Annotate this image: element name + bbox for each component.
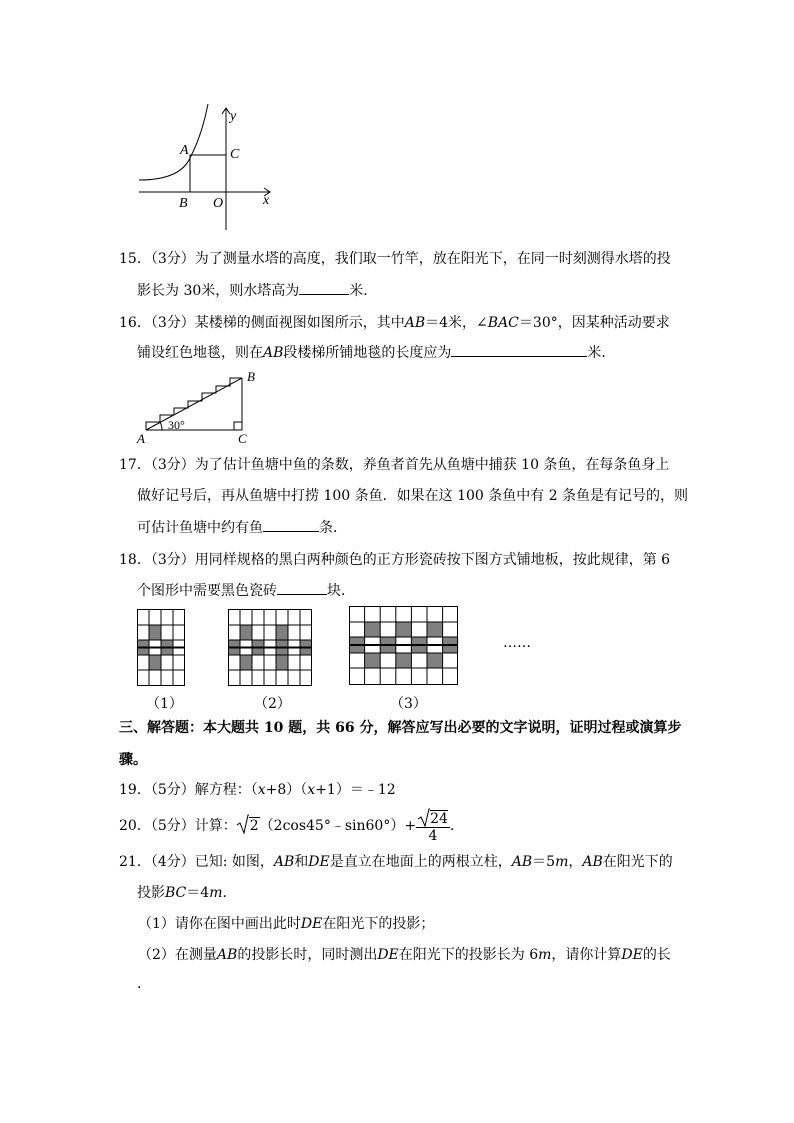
q21-sub2-text-mid1: 的投影长时，同时测出 — [237, 947, 378, 963]
q20-text: 20．（5分）计算： — [119, 818, 237, 834]
q21-ab3: AB — [582, 854, 603, 870]
q20-text-end: . — [449, 818, 455, 834]
q18-line2 — [137, 581, 355, 601]
q16-text-end: ＝30°，因某种活动要求 — [518, 315, 670, 331]
q21-ab: AB — [273, 854, 295, 870]
stairs-label-c: C — [238, 431, 247, 446]
q17-line3 — [137, 518, 347, 538]
graph-label-b: B — [179, 196, 188, 211]
q17-text-end: 条． — [319, 520, 347, 536]
graph-label-o: O — [213, 196, 224, 211]
q16-ab: AB — [404, 315, 426, 331]
fraction-sqrt24-over-4 — [416, 809, 450, 844]
fraction-numerator — [416, 809, 450, 828]
q21-line2 — [137, 883, 236, 903]
q21-ab2: AB — [511, 854, 533, 870]
q16-line2 — [137, 343, 615, 363]
stairs-label-a: A — [137, 431, 145, 446]
q16-line1 — [119, 313, 670, 333]
q19-text-mid: +8）（ — [265, 782, 308, 798]
tile-caption-3: （3） — [390, 696, 427, 712]
q21-sub2-m: m — [538, 947, 552, 963]
q21-sub2-de2: DE — [621, 947, 643, 963]
q21-eq5: ＝5 — [532, 854, 556, 870]
q21-m2: m — [209, 885, 223, 901]
q16-text-mid: ＝4米，∠ — [425, 315, 488, 331]
section3-heading-line2: 骤。 — [119, 752, 147, 768]
q21-de: DE — [308, 854, 330, 870]
q16-ab2: AB — [263, 345, 284, 361]
q21-sub2-text-end: 的长 — [642, 947, 671, 963]
tile-pattern-1 — [137, 609, 187, 687]
tile-caption-1: （1） — [146, 696, 183, 712]
q21-sub1-de: DE — [300, 916, 323, 932]
q16-text2-mid: 段楼梯所铺地毯的长度应为 — [283, 345, 452, 361]
q19-x2: x — [307, 782, 316, 798]
q21-dot: ． — [222, 885, 237, 901]
graph-x-label: x — [263, 193, 270, 208]
q15-text-end: 米． — [349, 283, 378, 299]
q21-comma: ， — [568, 854, 583, 870]
q21-and: 和 — [294, 854, 309, 870]
q18-line1: 18．（3分）用同样规格的黑白两种颜色的正方形瓷砖按下图方式铺地板，按此规律，第 6 — [119, 552, 671, 568]
q21-sub2 — [138, 945, 671, 965]
fraction-denominator: 4 — [428, 827, 438, 844]
q16-bac: BAC — [487, 315, 519, 331]
q21-eq4: ＝4 — [186, 885, 210, 901]
q16-text: 16．（3分）某楼梯的侧面视图如图所示，其中 — [119, 315, 405, 331]
q21-sub2-text: （2）在测量 — [138, 947, 217, 963]
q16-text2-end: 米． — [587, 345, 616, 361]
q21-m1: m — [555, 854, 569, 870]
q21-sub2-text-mid3: ，请你计算 — [551, 947, 622, 963]
answer-blank[interactable] — [299, 294, 349, 295]
sqrt-2-radicand: 2 — [249, 818, 259, 834]
answer-blank[interactable] — [451, 356, 587, 357]
q21-sub1-text: （1）请你在图中画出此时 — [138, 916, 301, 932]
answer-blank[interactable] — [277, 594, 327, 595]
q17-line1: 17．（3分）为了估计鱼塘中鱼的条数，养鱼者首先从鱼塘中捕获 10 条鱼，在每条鱼身上 — [119, 457, 670, 473]
q21-text-mid: 是直立在地面上的两根立柱， — [329, 854, 512, 870]
tile-pattern-2 — [228, 609, 314, 687]
tile-caption-2: （2） — [254, 696, 291, 712]
q15-line2 — [137, 281, 377, 301]
sqrt-24-radicand: 24 — [430, 810, 448, 827]
q21-text: 21．（4分）已知: 如图， — [119, 854, 274, 870]
answer-blank[interactable] — [263, 531, 319, 532]
q19-text-end: +1）＝﹣12 — [315, 782, 396, 798]
q19-x1: x — [257, 782, 266, 798]
q21-sub2-ab: AB — [216, 947, 238, 963]
stairs-figure — [136, 370, 256, 450]
graph-y-label: y — [230, 109, 237, 124]
q21-sub2-de: DE — [377, 947, 399, 963]
q16-text2: 铺设红色地毯，则在 — [137, 345, 263, 361]
q19-line — [119, 780, 396, 800]
sqrt-2 — [237, 806, 260, 846]
q21-end: ． — [137, 976, 151, 992]
tile-pattern-3 — [349, 606, 459, 686]
q21-text2: 投影 — [137, 885, 165, 901]
q15-line1: 15．（3分）为了测量水塔的高度，我们取一竹竿，放在阳光下，在同一时刻测得水塔的投 — [119, 251, 671, 267]
stairs-label-b: B — [247, 369, 255, 384]
section3-heading-line1: 三、解答题：本大题共 10 题，共 66 分，解答应写出必要的文字说明，证明过程或演算步 — [119, 720, 682, 736]
q21-bc: BC — [165, 885, 187, 901]
q19-text: 19．（5分）解方程：（ — [119, 782, 258, 798]
graph-label-c: C — [230, 147, 240, 162]
q21-sub1 — [138, 914, 434, 934]
q21-text-end: 在阳光下的 — [602, 854, 673, 870]
tile-ellipsis: …… — [503, 635, 531, 651]
q20-text-mid: （2cos45°﹣sin60°）+ — [259, 818, 417, 834]
q18-text: 个图形中需要黑色瓷砖 — [137, 583, 277, 599]
q20-line — [119, 806, 454, 846]
q21-sub2-text-mid2: 在阳光下的投影长为 6 — [398, 947, 539, 963]
q17-text: 可估计鱼塘中约有鱼 — [137, 520, 263, 536]
graph-label-a: A — [180, 143, 189, 158]
q21-sub1-text-end: 在阳光下的投影； — [322, 916, 435, 932]
q15-text: 影长为 30米，则水塔高为 — [137, 283, 300, 299]
stairs-angle-label: 30° — [168, 418, 185, 432]
coordinate-graph — [130, 100, 280, 235]
q21-line1 — [119, 852, 673, 872]
q18-text-end: 块． — [327, 583, 355, 599]
q17-line2: 做好记号后，再从鱼塘中打捞 100 条鱼．如果在这 100 条鱼中有 2 条鱼是有记号的，则 — [137, 488, 689, 504]
